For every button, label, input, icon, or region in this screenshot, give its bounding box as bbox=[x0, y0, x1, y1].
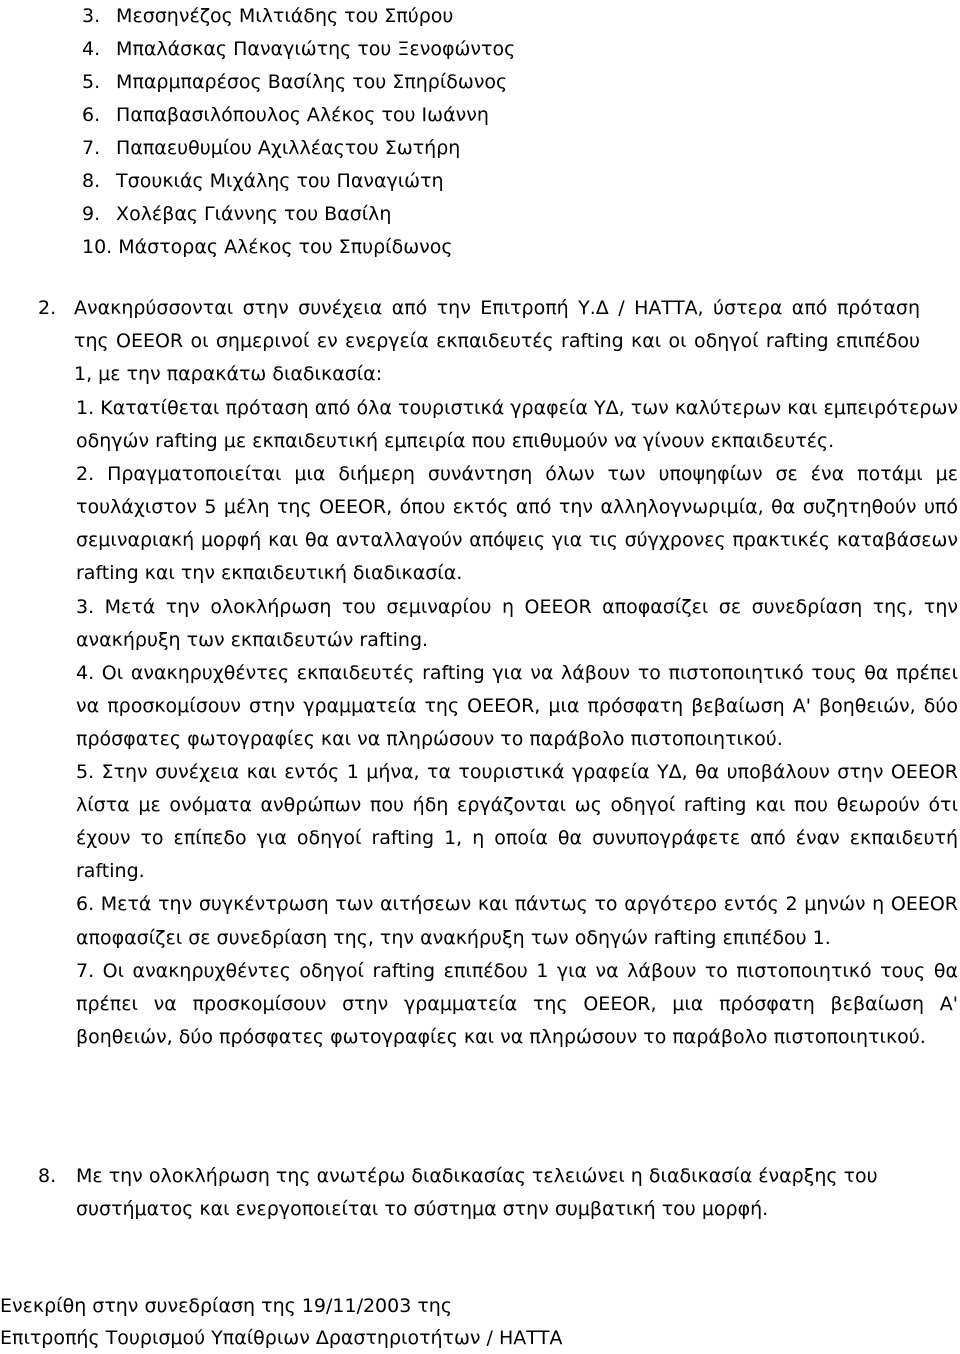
procedure-step: 7. Οι ανακηρυχθέντες οδηγοί rafting επιπέδου 1 για να λάβουν το πιστοποιητικό τους θα πρέπει να προσκομίσουν στην γραμματεία της ΟΕΕΟR, μια πρόσφατη βεβαίωση Α' βοηθειών, δύο πρόσφατες φωτογραφίες και να πληρώσουν το παράβολο πιστοποιητικού. bbox=[76, 959, 958, 1048]
procedure-step: 2. Πραγματοποιείται μια διήμερη συνάντηση όλων των υποψηφίων σε ένα ποτάμι με τουλάχιστον 5 μέλη της ΟΕΕΟR, όπου εκτός από την αλληλογνωριμία, θα συζητηθούν υπό σεμιναριακή μορφή και θα ανταλλαγούν απόψεις για τις σύγχρονες πρακτικές καταβάσεων rafting και την εκπαιδευτική διαδικασία. bbox=[76, 463, 958, 585]
procedure-step: 1. Κατατίθεται πρόταση από όλα τουριστικά γραφεία ΥΔ, των καλύτερων και εμπειρότερων οδηγών rafting με εκπαιδευτική εμπειρία που επιθυμούν να γίνουν εκπαιδευτές. bbox=[76, 397, 958, 453]
list-item-number: 4. bbox=[82, 38, 101, 60]
approval-footer bbox=[0, 1290, 960, 1354]
list-item-number: 9. bbox=[82, 203, 101, 225]
list-item-number: 8. bbox=[82, 170, 101, 192]
list-item-text: Τσουκιάς Μιχάλης του Παναγιώτη bbox=[116, 170, 444, 192]
list-item-number: 5. bbox=[82, 71, 101, 93]
list-item bbox=[82, 165, 602, 198]
list-item-text: Παπαβασιλόπουλος Αλέκος του Ιωάννη bbox=[116, 104, 489, 126]
list-item bbox=[82, 33, 602, 66]
section-paragraph: Με την ολοκλήρωση της ανωτέρω διαδικασίας τελειώνει η διαδικασία έναρξης του συστήματος και ενεργοποιείται το σύστημα στην συμβατική του μορφή. bbox=[76, 1165, 878, 1220]
list-item-text: Μπαλάσκας Παναγιώτης του Ξενοφώντος bbox=[116, 38, 516, 60]
list-item-text: Χολέβας Γιάννης του Βασίλη bbox=[116, 203, 392, 225]
list-item bbox=[82, 132, 602, 165]
section-paragraph: Ανακηρύσσονται στην συνέχεια από την Επιτροπή Υ.Δ / ΗΑΤΤΑ, ύστερα από πρόταση της ΟΕΕΟR οι σημερινοί εν ενεργεία εκπαιδευτές rafting και οι οδηγοί rafting επιπέδου 1, με την παρακάτω διαδικασία: bbox=[74, 297, 920, 386]
list-item bbox=[82, 66, 602, 99]
list-item-number: 6. bbox=[82, 104, 101, 126]
list-item bbox=[82, 198, 602, 231]
list-item-number: 7. bbox=[82, 137, 101, 159]
section-item-8 bbox=[38, 1160, 958, 1226]
footer-line-2: Επιτροπής Τουρισμού Υπαίθριων Δραστηριοτήτων / ΗΑΤΤΑ bbox=[0, 1327, 563, 1349]
list-item-text: Μπαρμπαρέσος Βασίλης του Σπηρίδωνος bbox=[116, 71, 508, 93]
list-item-number: 3. bbox=[82, 5, 101, 27]
footer-line-1: Ενεκρίθη στην συνεδρίαση της 19/11/2003 της bbox=[0, 1295, 452, 1317]
list-item-text: Μάστορας Αλέκος του Σπυρίδωνος bbox=[118, 236, 453, 258]
procedure-step: 4. Οι ανακηρυχθέντες εκπαιδευτές rafting για να λάβουν το πιστοποιητικό τους θα πρέπει να προσκομίσουν στην γραμματεία της ΟΕΕΟR, μια πρόσφατη βεβαίωση Α' βοηθειών, δύο πρόσφατες φωτογραφίες και να πληρώσουν το παράβολο πιστοποιητικού. bbox=[76, 661, 958, 750]
list-item-text: Μεσσηνέζος Μιλτιάδης του Σπύρου bbox=[116, 5, 454, 27]
procedure-step: 6. Μετά την συγκέντρωση των αιτήσεων και πάντως το αργότερο εντός 2 μηνών η ΟΕΕΟR αποφασίζει σε συνεδρίαση της, την ανακήρυξη των οδηγών rafting επιπέδου 1. bbox=[76, 893, 958, 949]
list-item-text: Παπαευθυμίου Αχιλλέαςτου Σωτήρη bbox=[116, 137, 461, 159]
procedure-step: 3. Μετά την ολοκλήρωση του σεμιναρίου η ΟΕΕΟR αποφασίζει σε συνεδρίαση της, την ανακήρυξη των εκπαιδευτών rafting. bbox=[76, 595, 958, 651]
list-item bbox=[82, 231, 602, 264]
section-item-2 bbox=[38, 292, 920, 392]
list-item bbox=[82, 99, 602, 132]
list-item-number: 10. bbox=[82, 236, 113, 258]
names-list bbox=[82, 0, 602, 264]
procedure-steps bbox=[76, 392, 958, 1054]
procedure-step: 5. Στην συνέχεια και εντός 1 μήνα, τα τουριστικά γραφεία ΥΔ, θα υποβάλουν στην ΟΕΕΟR λίστα με ονόματα ανθρώπων που ήδη εργάζονται ως οδηγοί rafting και που θεωρούν ότι έχουν το επίπεδο για οδηγοί rafting 1, η οποία θα συνυπογράφετε από έναν εκπαιδευτή rafting. bbox=[76, 761, 958, 883]
section-number: 2. bbox=[38, 297, 57, 319]
section-number: 8. bbox=[38, 1165, 57, 1187]
list-item bbox=[82, 0, 602, 33]
